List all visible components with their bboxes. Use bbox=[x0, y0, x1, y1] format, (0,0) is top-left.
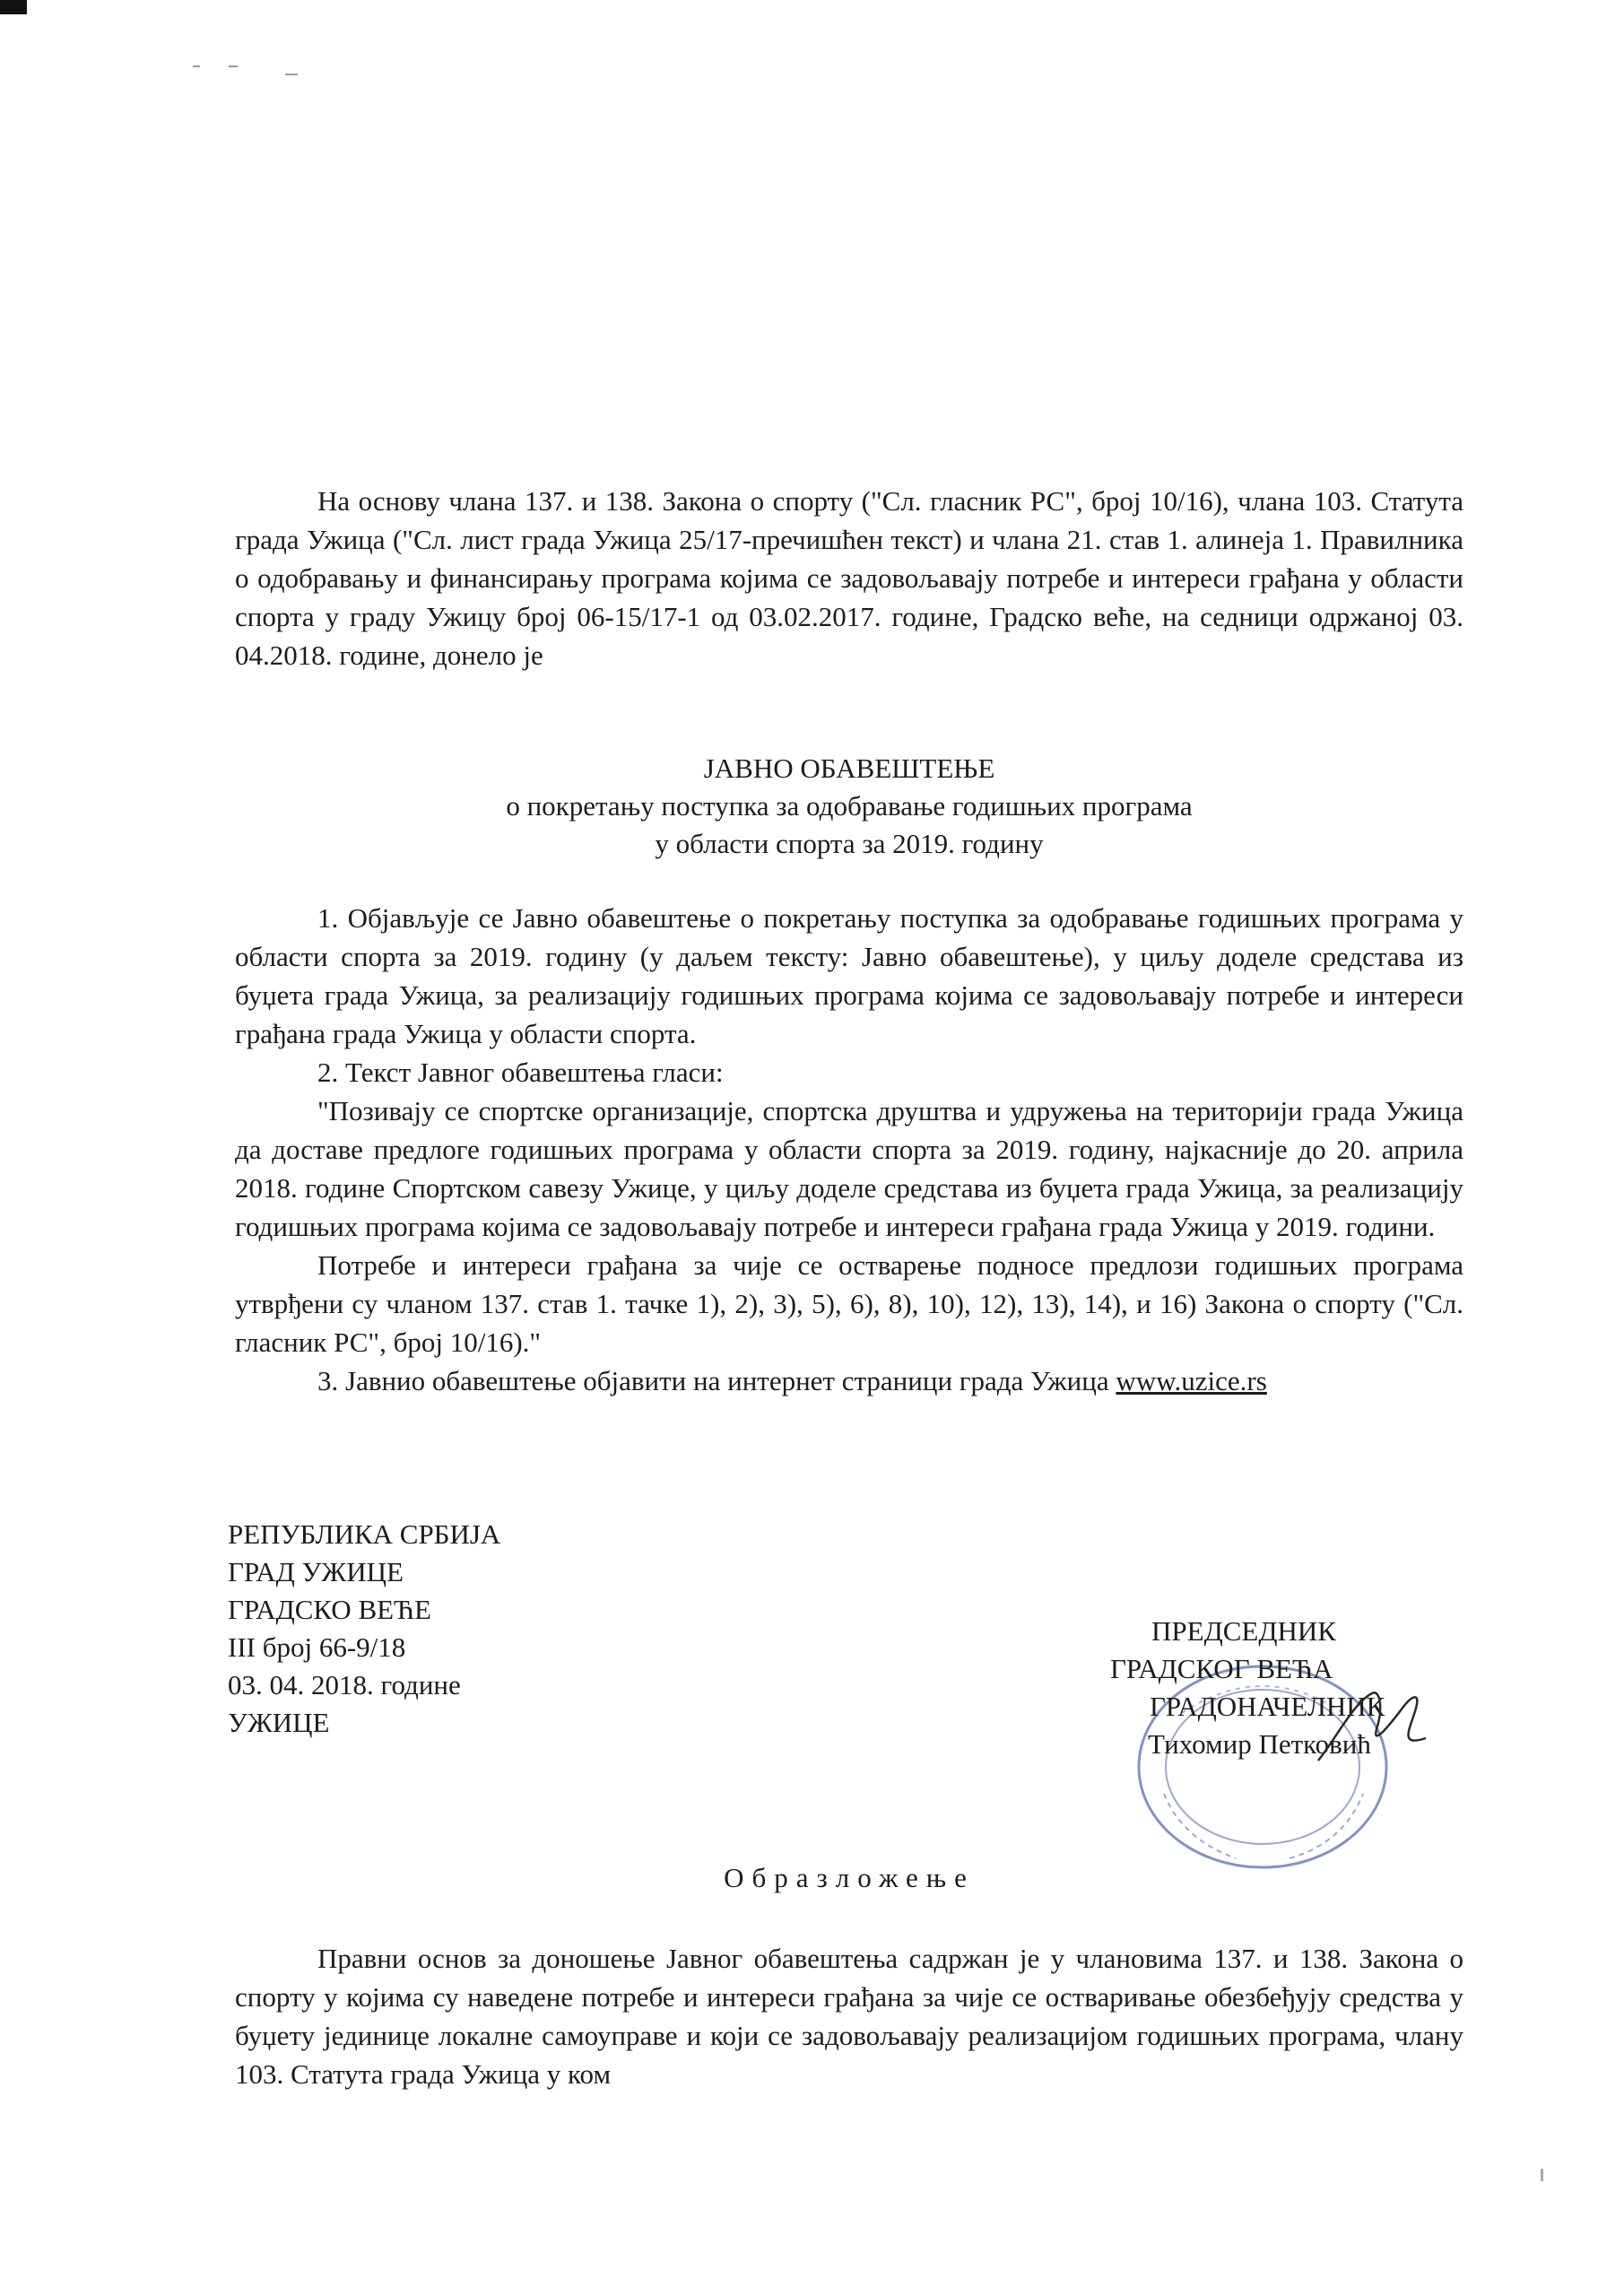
signature-title-mayor: ГРАДОНАЧЕЛНИК bbox=[1150, 1691, 1385, 1722]
address-line-date: 03. 04. 2018. године bbox=[228, 1669, 461, 1700]
website-link[interactable]: www.uzice.rs bbox=[1116, 1365, 1267, 1396]
quoted-needs-paragraph: Потребе и интереси грађана за чије се остварење подносе предлози годишњих програма утврђени су чланом 137. став 1. тачке 1), 2), 3), 5), 6), 8), 10), 12), 13), 14), и 16) Закона о спорту ("Сл. гласник РС", број 10/16)." bbox=[235, 1249, 1463, 1358]
address-line-council: ГРАДСКО ВЕЋЕ bbox=[228, 1594, 431, 1625]
signature-name: Тихомир Петковић bbox=[1148, 1728, 1371, 1760]
item-2-paragraph: 2. Текст Јавног обавештења гласи: bbox=[317, 1057, 724, 1088]
heading-title: ЈАВНО ОБАВЕШТЕЊЕ bbox=[703, 752, 995, 784]
explanation-title: Образложење bbox=[724, 1862, 975, 1893]
explanation-paragraph: Правни основ за доношење Јавног обавештења садржан је у члановима 137. и 138. Закона о спорту у којима су наведене потребе и интереси грађана за чије се остваривање обезбеђују средства у буџету јединице локалне самоуправе и који се задовољавају реализацијом годишњих програма, члану 103. Статута града Ужица у ком bbox=[235, 1943, 1463, 2090]
scan-speck bbox=[1541, 2169, 1543, 2181]
address-line-place: УЖИЦЕ bbox=[228, 1707, 330, 1738]
item-3-text: 3. Јавниo обавештење објавити на интернет страници града Ужица bbox=[317, 1365, 1116, 1396]
item-3-paragraph bbox=[235, 1361, 1463, 1400]
decision-items bbox=[235, 899, 1463, 1400]
handwritten-signature bbox=[1300, 1675, 1444, 1783]
heading-subtitle-line2: у области спорта за 2019. годину bbox=[655, 828, 1044, 859]
scan-speck bbox=[229, 65, 238, 67]
issuer-address-block bbox=[228, 1516, 500, 1742]
signature-title-council: ГРАДСКОГ ВЕЋА bbox=[1110, 1653, 1333, 1684]
address-line-number: III број 66-9/18 bbox=[228, 1631, 406, 1663]
address-line-city: ГРАД УЖИЦЕ bbox=[228, 1556, 404, 1587]
document-heading bbox=[235, 750, 1463, 863]
address-line-republic: РЕПУБЛИКА СРБИЈА bbox=[228, 1518, 501, 1550]
scan-corner-mark bbox=[0, 0, 27, 14]
quoted-announcement-paragraph: "Позивају се спортске организације, спортска друштва и удружења на територији града Ужица да доставе предлоге годишњих програма у области спорта за 2019. годину, најкасније до 20. априла 2018. године Спортском савезу Ужице, у циљу доделе средстава из буџета града Ужица, за реализацију годишњих програма којима се задовољавају потребе и интереси грађана града Ужица у 2019. години. bbox=[235, 1095, 1463, 1242]
signature-title-president: ПРЕДСЕДНИК bbox=[1151, 1615, 1336, 1647]
heading-subtitle-line1: о покретању поступка за одобравање годишњих програма bbox=[506, 790, 1193, 822]
preamble-paragraph: На основу члана 137. и 138. Закона о спорту ("Сл. гласник РС", број 10/16), члана 103. Статута града Ужица ("Сл. лист града Ужица 25/17-пречишћен текст) и члана 21. став 1. алинеја 1. Правилника о одобравању и финансирању програма којима се задовољавају потребе и интереси грађана у области спорта у граду Ужицу број 06-15/17-1 од 03.02.2017. године, Градско веће, на седници одржаној 03. 04.2018. године, донело је bbox=[235, 485, 1463, 671]
scan-speck bbox=[285, 74, 298, 75]
scan-speck bbox=[193, 65, 200, 67]
item-1-paragraph: 1. Објављује се Јавно обавештење о покретању поступка за одобравање годишњих програма у области спорта за 2019. годину (у даљем тексту: Јавно обавештење), у циљу доделе средстава из буџета града Ужица, за реализацију годишњих програма којима се задовољавају потребе и интереси грађана града Ужица у области спорта. bbox=[235, 902, 1463, 1049]
